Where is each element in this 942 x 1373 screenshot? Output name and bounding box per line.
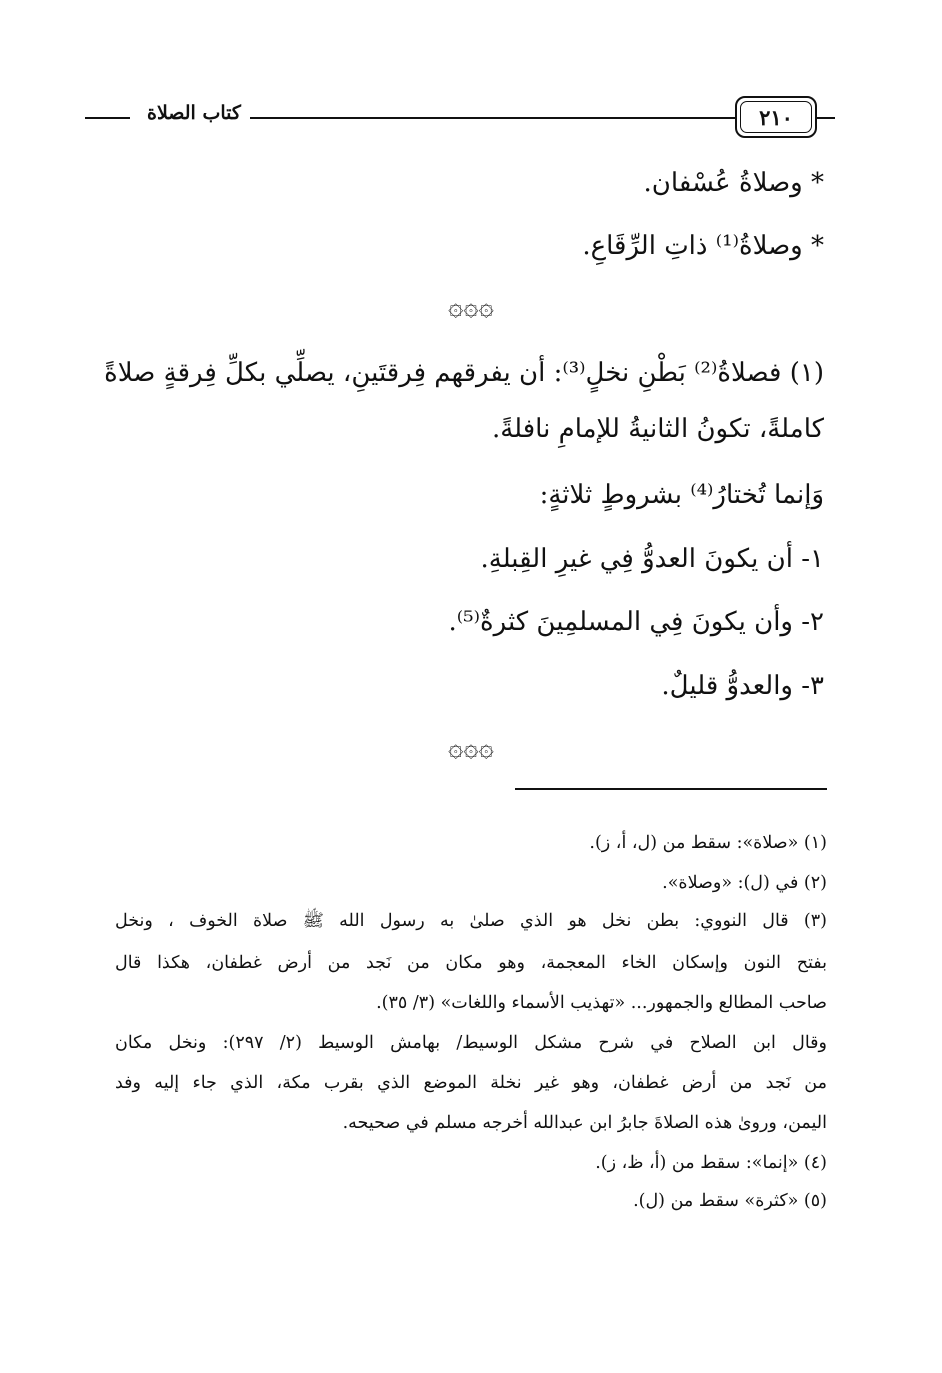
footnote: صاحب المطالع والجمهور... «تهذيب الأسماء واللغات» (٣/ ٣٥). bbox=[376, 993, 827, 1013]
footnote: (١) «صلاة»: سقط من (ل، أ، ز). bbox=[589, 833, 827, 853]
page-number-frame bbox=[735, 96, 817, 138]
footnote: (٤) «إنما»: سقط من (أ، ظ، ز). bbox=[595, 1153, 827, 1173]
footnote: وقال ابن الصلاح في شرح مشكل الوسيط/ بهامش الوسيط (٢/ ٢٩٧): ونخل مكان bbox=[115, 1033, 827, 1053]
paragraph-line: (١) فصلاةُ⁽²⁾ بَطْنِ نخلٍ⁽³⁾: أن يفرقهم فِرقتَينِ، يصلِّي بكلِّ فِرقةٍ صلاةً bbox=[104, 358, 824, 388]
footnote: (٢) في (ل): «وصلاة». bbox=[662, 873, 827, 893]
conditions-intro: وَإنما تُختارُ⁽⁴⁾ بشروطٍ ثلاثةٍ: bbox=[539, 480, 824, 510]
header-rule-left bbox=[85, 117, 130, 119]
page-number: ٢١٠ bbox=[759, 104, 793, 130]
section-ornament: ۞۞۞ bbox=[448, 733, 494, 763]
footnote: (٣) قال النووي: بطن نخل هو الذي صلىٰ به رسول الله ﷺ صلاة الخوف ، ونخل bbox=[115, 911, 827, 931]
list-item: * وصلاةُ عُسْفان. bbox=[643, 168, 824, 198]
condition-item: ٢- وأن يكونَ فِي المسلمِينَ كثرةٌ⁽⁵⁾. bbox=[448, 607, 824, 637]
header-rule-middle bbox=[250, 117, 735, 119]
section-ornament: ۞۞۞ bbox=[448, 292, 494, 322]
condition-item: ٣- والعدوُّ قليلٌ. bbox=[661, 671, 824, 701]
running-header bbox=[85, 96, 835, 142]
footnote: (٥) «كثرة» سقط من (ل). bbox=[633, 1191, 827, 1211]
footnote: من نَجد من أرض غطفان، وهو غير نخلة الموضع الذي بقرب مكة، الذي جاء إليه وفد bbox=[115, 1073, 827, 1093]
running-title: كتاب الصلاة bbox=[147, 102, 241, 124]
condition-item: ١- أن يكونَ العدوُّ فِي غيرِ القِبلةِ. bbox=[480, 544, 824, 574]
paragraph-line: كاملةً، تكونُ الثانيةُ للإمامِ نافلةً. bbox=[491, 414, 824, 444]
list-item: * وصلاةُ⁽¹⁾ ذاتِ الرِّقَاعِ. bbox=[582, 231, 824, 261]
header-rule-right bbox=[817, 117, 835, 119]
footnote: بفتح النون وإسكان الخاء المعجمة، وهو مكان من نَجد من أرض غطفان، هكذا قال bbox=[115, 953, 827, 973]
footnote: اليمن، وروىٰ هذه الصلاةَ جابرُ ابن عبدالله أخرجه مسلم في صحيحه. bbox=[342, 1113, 827, 1133]
footnote-separator bbox=[515, 788, 827, 790]
